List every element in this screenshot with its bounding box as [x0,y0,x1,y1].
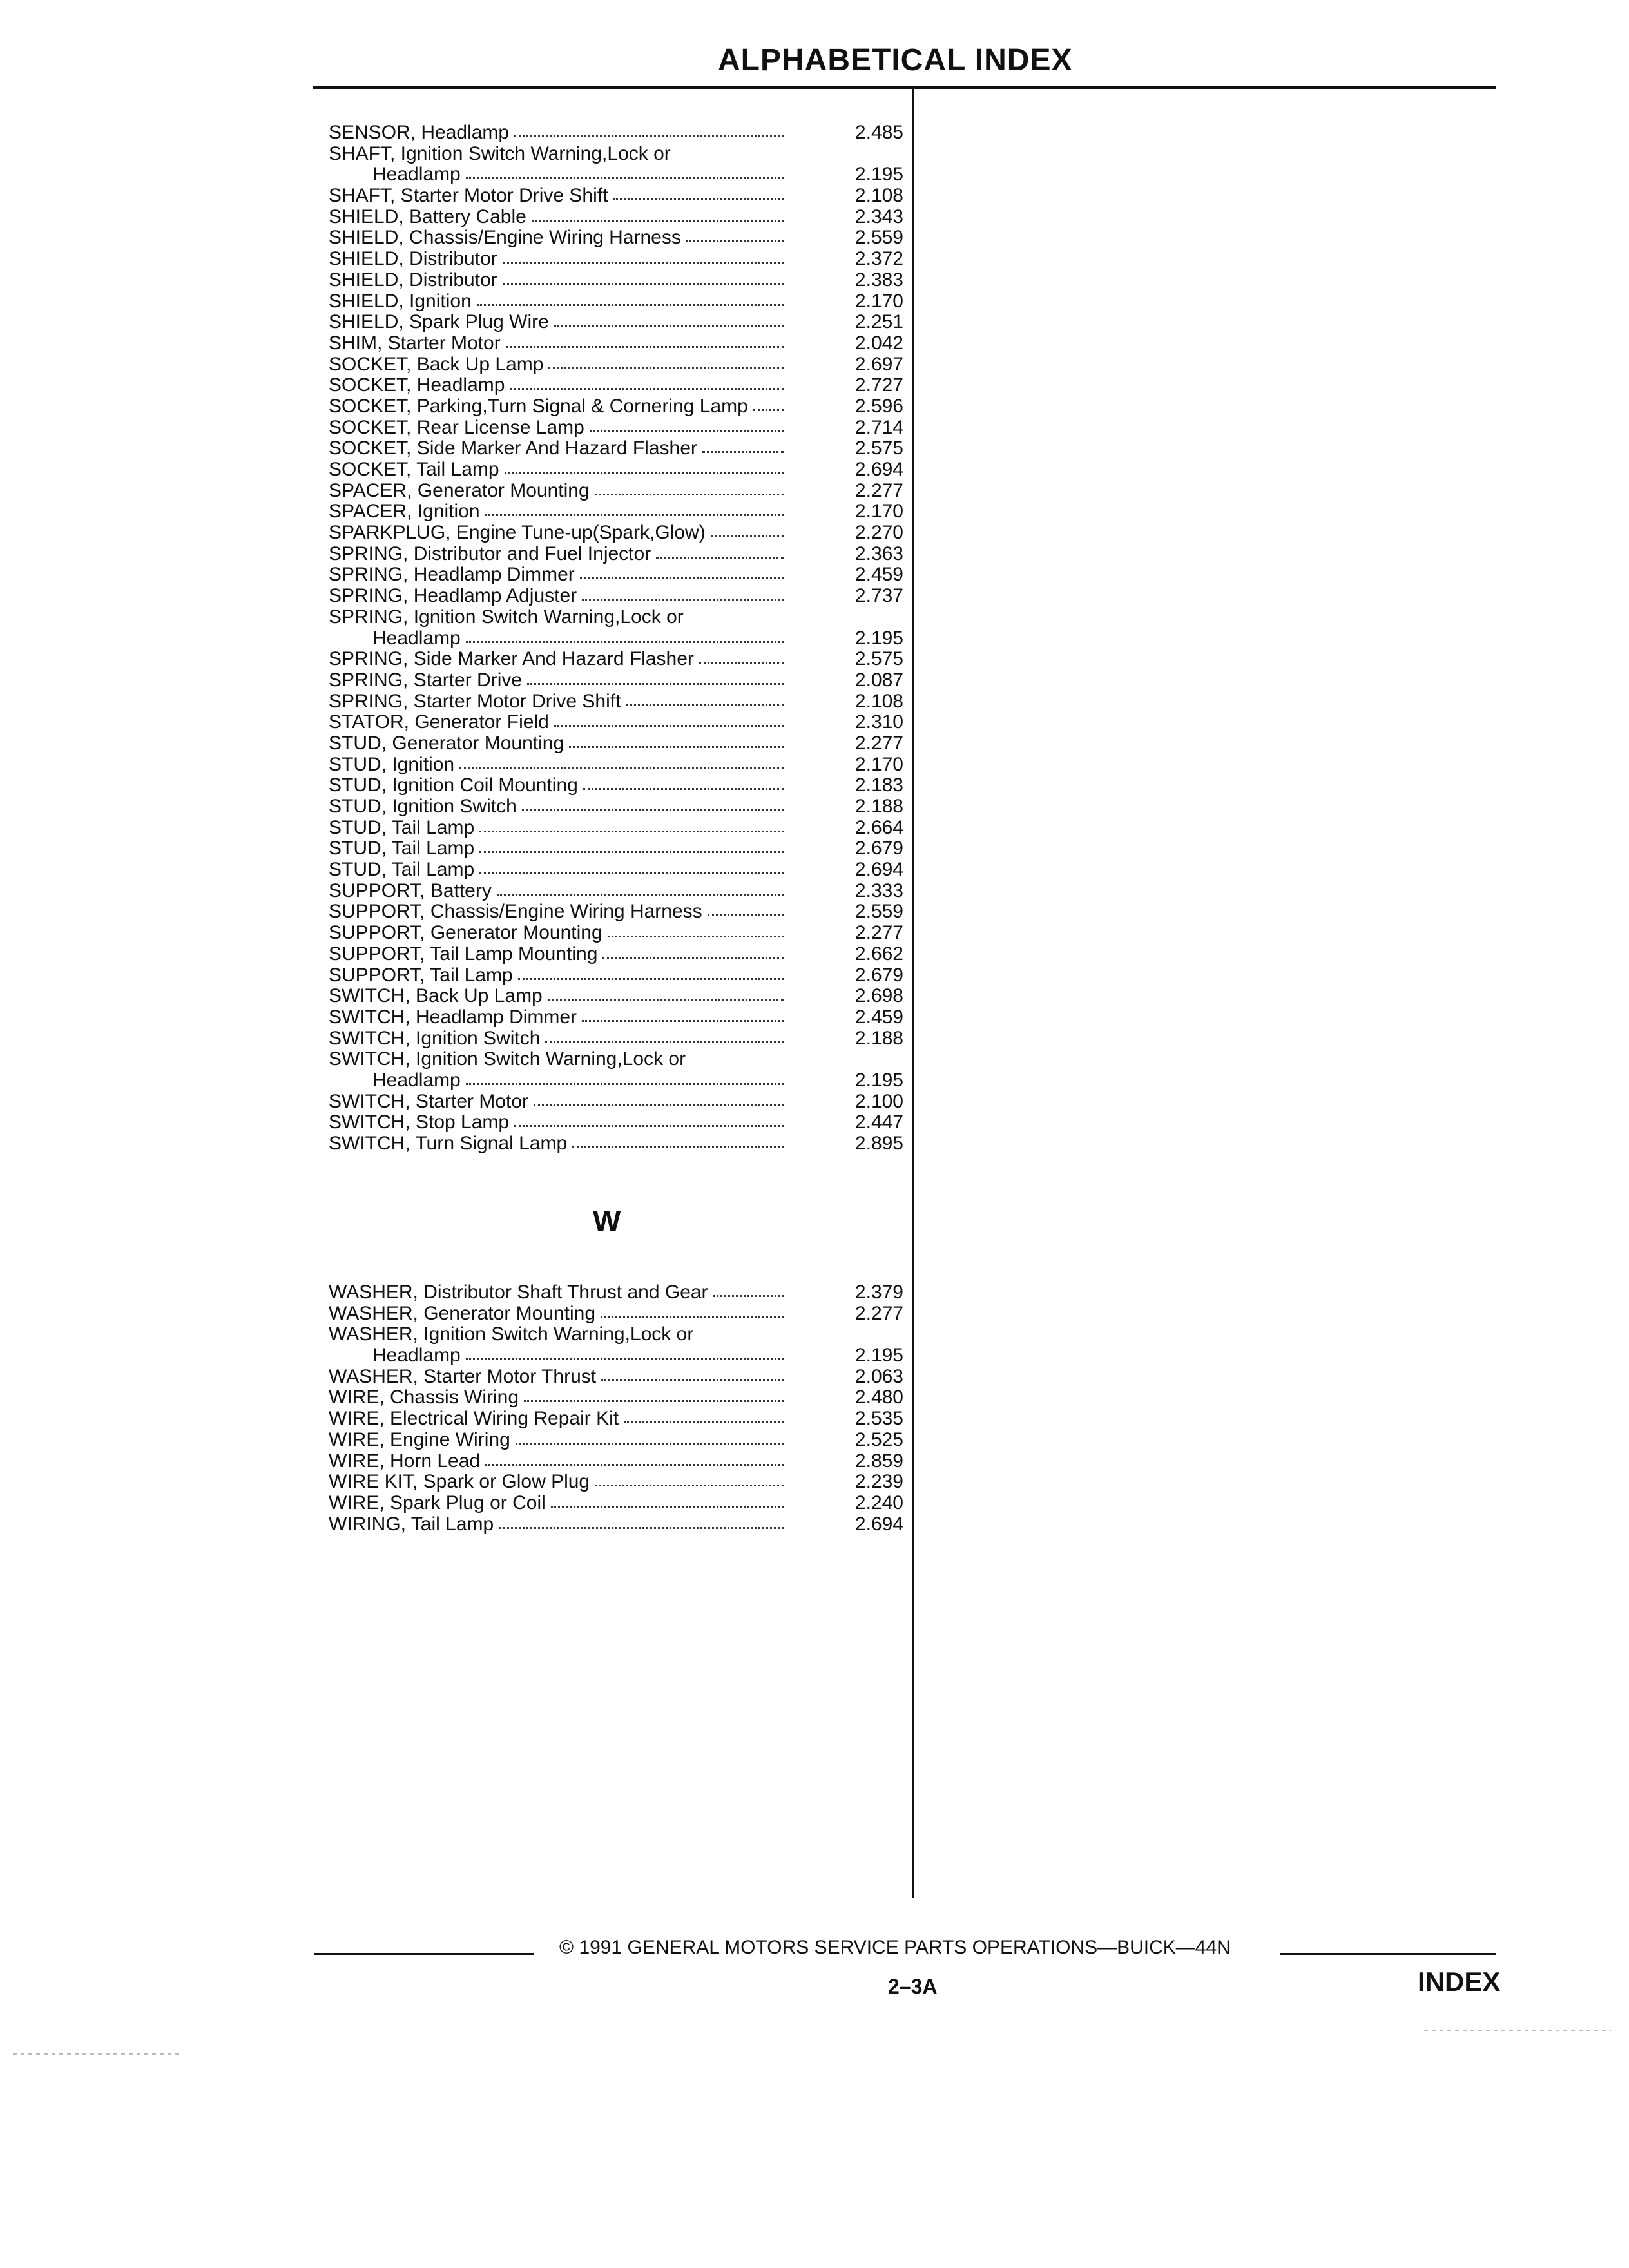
index-entry [329,1303,903,1325]
entry-page-ref: 2.277 [854,1302,903,1324]
index-entry [329,1367,903,1388]
dot-leader [466,1083,784,1085]
entry-page-ref: 2.575 [854,437,903,459]
index-entry [329,375,903,396]
dot-leader [711,535,784,537]
page-title: ALPHABETICAL INDEX [718,43,1073,77]
index-entry [329,586,903,607]
index-entry [329,818,903,839]
dot-leader [602,957,784,959]
index-list-s [329,122,903,1155]
entry-page-ref: 2.859 [854,1450,903,1472]
index-entry [329,1408,903,1430]
dot-leader [503,283,784,285]
dot-leader [554,725,784,727]
dot-leader [527,683,784,685]
dot-leader [613,198,784,200]
dot-leader [702,451,784,453]
entry-text: SWITCH, Headlamp Dimmer [329,1006,577,1028]
entry-page-ref: 2.737 [854,585,903,607]
entry-text: Headlamp [372,627,461,649]
entry-text: SUPPORT, Generator Mounting [329,922,602,944]
index-entry [329,207,903,228]
index-entry [329,227,903,249]
dot-leader [601,1316,784,1318]
entry-text: SHIELD, Ignition [329,290,472,312]
entry-text: Headlamp [372,1345,461,1367]
entry-text: STUD, Ignition Switch [329,796,517,817]
index-entry [329,354,903,376]
entry-text: SHIELD, Spark Plug Wire [329,311,549,333]
index-entry [329,649,903,670]
index-entry [329,333,903,354]
dot-leader [595,494,784,495]
entry-text: STUD, Tail Lamp [329,816,475,838]
dot-leader [545,1041,784,1043]
entry-text: SENSOR, Headlamp [329,122,510,143]
entry-text: SUPPORT, Battery [329,879,492,901]
index-entry [329,270,903,291]
index-entry [329,1007,903,1028]
entry-page-ref: 2.239 [854,1471,903,1493]
entry-page-ref: 2.698 [854,985,903,1007]
entry-page-ref: 2.270 [854,522,903,544]
entry-text: STATOR, Generator Field [329,711,549,733]
entry-page-ref: 2.188 [854,1027,903,1049]
entry-page-ref: 2.447 [854,1111,903,1133]
entry-text: SPACER, Generator Mounting [329,479,590,501]
index-entry [329,1049,903,1091]
index-entry [329,291,903,312]
dot-leader [590,430,784,432]
index-entry [329,1091,903,1113]
index-entry [329,1493,903,1514]
entry-text: STUD, Ignition Coil Mounting [329,774,578,796]
entry-text: SUPPORT, Tail Lamp [329,964,513,986]
dot-leader [534,1104,784,1106]
index-entry [329,1112,903,1133]
entry-page-ref: 2.694 [854,1513,903,1535]
dot-leader [485,514,784,516]
index-entry [329,796,903,818]
index-entry [329,607,903,649]
dot-leader [485,1464,784,1466]
entry-text: WIRE KIT, Spark or Glow Plug [329,1471,590,1493]
index-entry [329,1514,903,1535]
entry-page-ref: 2.559 [854,901,903,923]
entry-page-ref: 2.485 [854,122,903,143]
dot-leader [713,1295,784,1297]
index-entry [329,923,903,944]
dot-leader [505,472,784,474]
entry-page-ref: 2.042 [854,332,903,354]
entry-text: WASHER, Ignition Switch Warning,Lock or [329,1323,694,1345]
index-entry [329,712,903,733]
dot-leader [506,346,784,348]
entry-text: SWITCH, Starter Motor [329,1090,529,1112]
column-divider [912,87,914,1898]
entry-page-ref: 2.694 [854,459,903,480]
entry-page-ref: 2.895 [854,1133,903,1154]
dot-leader [548,999,784,1001]
index-entry [329,1028,903,1050]
entry-text: WIRE, Horn Lead [329,1450,481,1472]
index-entry [329,691,903,713]
entry-text: SPRING, Starter Motor Drive Shift [329,690,621,712]
entry-text: WASHER, Distributor Shaft Thrust and Gear [329,1282,708,1303]
index-entry [329,501,903,523]
dot-leader [580,577,784,579]
entry-page-ref: 2.063 [854,1365,903,1387]
dot-leader [582,599,784,601]
entry-text: SPACER, Ignition [329,501,480,523]
entry-text: SPRING, Distributor and Fuel Injector [329,543,651,564]
entry-page-ref: 2.459 [854,564,903,586]
index-list-w [329,1282,903,1535]
entry-page-ref: 2.170 [854,501,903,523]
entry-page-ref: 2.170 [854,290,903,312]
entry-text: SWITCH, Turn Signal Lamp [329,1133,568,1154]
entry-text: SOCKET, Rear License Lamp [329,416,584,438]
index-entry [329,1430,903,1451]
entry-page-ref: 2.535 [854,1408,903,1430]
index-entry [329,249,903,270]
entry-page-ref: 2.108 [854,185,903,207]
entry-text: SPRING, Side Marker And Hazard Flasher [329,648,694,670]
entry-page-ref: 2.383 [854,269,903,291]
index-entry [329,1472,903,1493]
index-entry [329,838,903,860]
dot-leader [532,220,784,222]
entry-text: SUPPORT, Tail Lamp Mounting [329,943,598,965]
index-entry [329,459,903,481]
footer-rule-right [1280,1953,1496,1955]
entry-text: SHIM, Starter Motor [329,332,501,354]
index-entry [329,670,903,691]
entry-text: SOCKET, Back Up Lamp [329,353,544,375]
entry-page-ref: 2.277 [854,479,903,501]
dot-leader [572,1146,784,1148]
index-entry [329,1387,903,1408]
dot-leader [708,914,784,916]
entry-page-ref: 2.333 [854,879,903,901]
index-entry [329,481,903,502]
entry-text: SWITCH, Stop Lamp [329,1111,510,1133]
entry-text: SHAFT, Ignition Switch Warning,Lock or [329,142,671,164]
entry-page-ref: 2.363 [854,543,903,564]
index-entry [329,186,903,207]
dot-leader [595,1485,784,1486]
index-entry [329,523,903,544]
scan-artifact-left [13,2053,180,2055]
index-entry [329,881,903,902]
entry-text: WASHER, Generator Mounting [329,1302,596,1324]
index-entry [329,754,903,776]
dot-leader [554,325,784,327]
entry-page-ref: 2.170 [854,753,903,775]
entry-text: WIRE, Chassis Wiring [329,1387,519,1408]
entry-page-ref: 2.714 [854,416,903,438]
section-letter-w: W [593,1204,621,1238]
dot-leader [524,1400,784,1402]
entry-page-ref: 2.664 [854,816,903,838]
dot-leader [583,788,784,790]
entry-text: Headlamp [372,164,461,186]
index-entry [329,312,903,333]
index-entry [329,1133,903,1155]
dot-leader [548,367,784,369]
entry-page-ref: 2.240 [854,1492,903,1514]
index-entry [329,1451,903,1472]
entry-text: SWITCH, Back Up Lamp [329,985,543,1007]
dot-leader [516,1443,784,1445]
entry-text: SHIELD, Chassis/Engine Wiring Harness [329,227,681,249]
footer-copyright: © 1991 GENERAL MOTORS SERVICE PARTS OPERATIONS—BUICK—44N [559,1937,1231,1958]
index-entry [329,901,903,923]
entry-text: SPARKPLUG, Engine Tune-up(Spark,Glow) [329,522,706,544]
index-entry [329,418,903,439]
entry-page-ref: 2.679 [854,838,903,860]
entry-text: SPRING, Headlamp Dimmer [329,564,575,586]
entry-page-ref: 2.697 [854,353,903,375]
index-entry [329,1324,903,1366]
entry-page-ref: 2.195 [854,1069,903,1091]
entry-text: SHIELD, Distributor [329,269,497,291]
entry-text: WIRING, Tail Lamp [329,1513,494,1535]
dot-leader [551,1506,784,1508]
top-divider [313,86,1496,89]
entry-text: SHIELD, Battery Cable [329,206,526,227]
entry-page-ref: 2.694 [854,859,903,881]
dot-leader [479,851,784,853]
entry-page-ref: 2.459 [854,1006,903,1028]
dot-leader [656,557,784,559]
index-entry [329,396,903,418]
page-number: 2–3A [888,1975,938,1998]
entry-page-ref: 2.679 [854,964,903,986]
entry-text: WIRE, Electrical Wiring Repair Kit [329,1408,619,1430]
entry-page-ref: 2.343 [854,206,903,227]
entry-text: SHIELD, Distributor [329,248,497,270]
entry-page-ref: 2.525 [854,1428,903,1450]
index-entry [329,544,903,565]
dot-leader [569,746,784,748]
entry-text: SPRING, Starter Drive [329,669,523,691]
entry-text: SUPPORT, Chassis/Engine Wiring Harness [329,901,702,923]
footer-rule-left [314,1953,534,1955]
dot-leader [466,641,784,643]
dot-leader [510,388,784,390]
dot-leader [518,978,784,980]
dot-leader [477,304,784,306]
entry-page-ref: 2.195 [854,627,903,649]
entry-page-ref: 2.087 [854,669,903,691]
dot-leader [601,1379,784,1381]
dot-leader [499,1527,784,1529]
dot-leader [522,809,784,811]
entry-page-ref: 2.183 [854,774,903,796]
index-entry [329,564,903,586]
entry-page-ref: 2.100 [854,1090,903,1112]
entry-page-ref: 2.195 [854,1345,903,1367]
index-entry [329,944,903,965]
dot-leader [466,1358,784,1360]
entry-page-ref: 2.575 [854,648,903,670]
entry-page-ref: 2.662 [854,943,903,965]
index-entry [329,775,903,796]
dot-leader [503,262,784,264]
entry-text: SPRING, Headlamp Adjuster [329,585,577,607]
dot-leader [466,177,784,179]
entry-text: SOCKET, Side Marker And Hazard Flasher [329,437,697,459]
entry-page-ref: 2.310 [854,711,903,733]
index-entry [329,1282,903,1303]
entry-page-ref: 2.372 [854,248,903,270]
dot-leader [686,240,784,242]
entry-text: SOCKET, Headlamp [329,374,505,396]
entry-text: SPRING, Ignition Switch Warning,Lock or [329,606,684,628]
entry-page-ref: 2.277 [854,922,903,944]
dot-leader [699,662,784,664]
entry-text: Headlamp [372,1069,461,1091]
dot-leader [582,1020,784,1022]
dot-leader [497,894,784,896]
dot-leader [626,704,784,706]
entry-text: STUD, Generator Mounting [329,732,564,754]
dot-leader [514,1125,784,1127]
index-entry [329,986,903,1007]
dot-leader [514,135,784,137]
dot-leader [608,936,784,937]
entry-text: SWITCH, Ignition Switch Warning,Lock or [329,1048,686,1070]
entry-text: SWITCH, Ignition Switch [329,1027,541,1049]
entry-page-ref: 2.251 [854,311,903,333]
index-entry [329,438,903,459]
entry-text: WIRE, Spark Plug or Coil [329,1492,546,1514]
dot-leader [624,1421,784,1423]
entry-page-ref: 2.480 [854,1387,903,1408]
entry-text: SHAFT, Starter Motor Drive Shift [329,185,608,207]
entry-text: SOCKET, Parking,Turn Signal & Cornering Lamp [329,395,748,417]
dot-leader [479,831,784,832]
index-entry [329,965,903,986]
section-name: INDEX [1418,1966,1501,1997]
index-entry [329,122,903,144]
index-entry [329,860,903,881]
index-entry [329,733,903,754]
dot-leader [459,767,784,769]
entry-text: STUD, Ignition [329,753,455,775]
entry-page-ref: 2.108 [854,690,903,712]
index-entry [329,144,903,186]
entry-text: STUD, Tail Lamp [329,859,475,881]
entry-page-ref: 2.195 [854,164,903,186]
entry-page-ref: 2.559 [854,227,903,249]
entry-text: WASHER, Starter Motor Thrust [329,1365,597,1387]
dot-leader [753,409,784,411]
entry-page-ref: 2.596 [854,395,903,417]
scan-artifact-right [1424,2030,1611,2031]
entry-page-ref: 2.379 [854,1282,903,1303]
entry-text: STUD, Tail Lamp [329,838,475,860]
entry-text: SOCKET, Tail Lamp [329,459,499,480]
entry-page-ref: 2.188 [854,796,903,817]
entry-text: WIRE, Engine Wiring [329,1428,510,1450]
entry-page-ref: 2.727 [854,374,903,396]
dot-leader [479,872,784,874]
entry-page-ref: 2.277 [854,732,903,754]
